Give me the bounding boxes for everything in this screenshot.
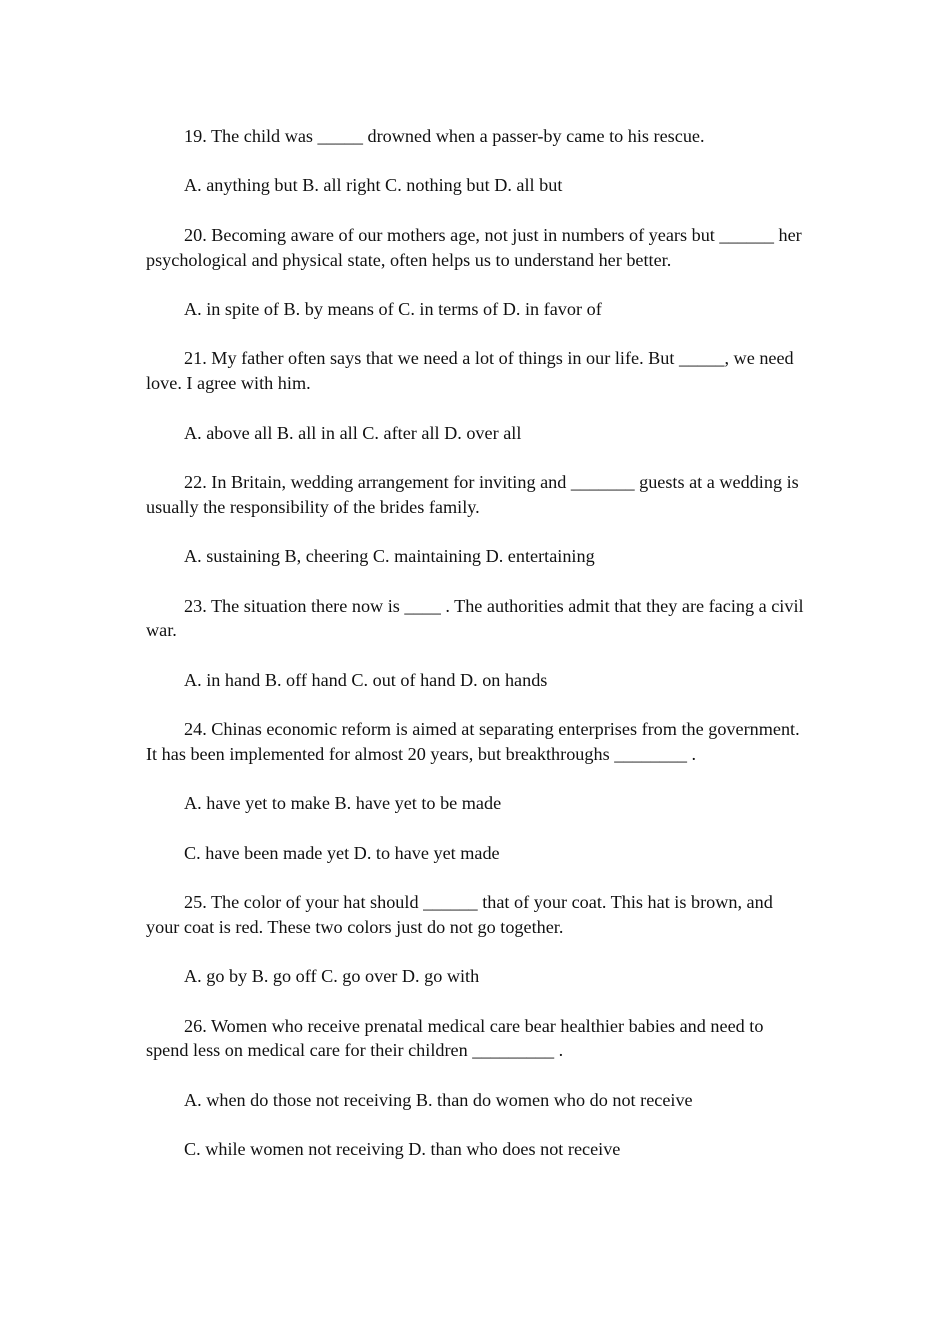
question-22: 22. In Britain, wedding arrangement for inviting and _______ guests at a wedding is usually the responsibility of the brides family. xyxy=(146,471,799,517)
question-21: 21. My father often says that we need a lot of things in our life. But _____, we need love. I agree with him. xyxy=(146,348,794,394)
options-26-cd: C. while women not receiving D. than who does not receive xyxy=(184,1139,621,1160)
options-26-ab: A. when do those not receiving B. than do women who do not receive xyxy=(184,1089,693,1110)
options-25: A. go by B. go off C. go over D. go with xyxy=(184,966,480,987)
document-page xyxy=(146,124,810,1187)
options-23: A. in hand B. off hand C. out of hand D. on hands xyxy=(184,669,548,690)
options-20: A. in spite of B. by means of C. in terms of D. in favor of xyxy=(184,298,602,319)
question-24: 24. Chinas economic reform is aimed at separating enterprises from the government. It has been implemented for almost 20 years, but breakthroughs ________ . xyxy=(146,719,800,764)
options-22: A. sustaining B, cheering C. maintaining D. entertaining xyxy=(184,546,595,567)
question-20: 20. Becoming aware of our mothers age, not just in numbers of years but ______ her psychological and physical state, often helps us to understand her better. xyxy=(146,224,802,270)
question-23: 23. The situation there now is ____ . The authorities admit that they are facing a civil war. xyxy=(146,595,804,641)
options-21: A. above all B. all in all C. after all D. over all xyxy=(184,422,522,443)
options-24-cd: C. have been made yet D. to have yet made xyxy=(184,842,500,863)
question-19: 19. The child was _____ drowned when a passer-by came to his rescue. xyxy=(184,126,705,146)
options-24-ab: A. have yet to make B. have yet to be made xyxy=(184,793,502,814)
question-25: 25. The color of your hat should ______ that of your coat. This hat is brown, and your coat is red. These two colors just do not go together. xyxy=(146,892,773,937)
options-19: A. anything but B. all right C. nothing but D. all but xyxy=(184,175,563,196)
question-26: 26. Women who receive prenatal medical care bear healthier babies and need to spend less on medical care for their children _________ . xyxy=(146,1015,764,1061)
